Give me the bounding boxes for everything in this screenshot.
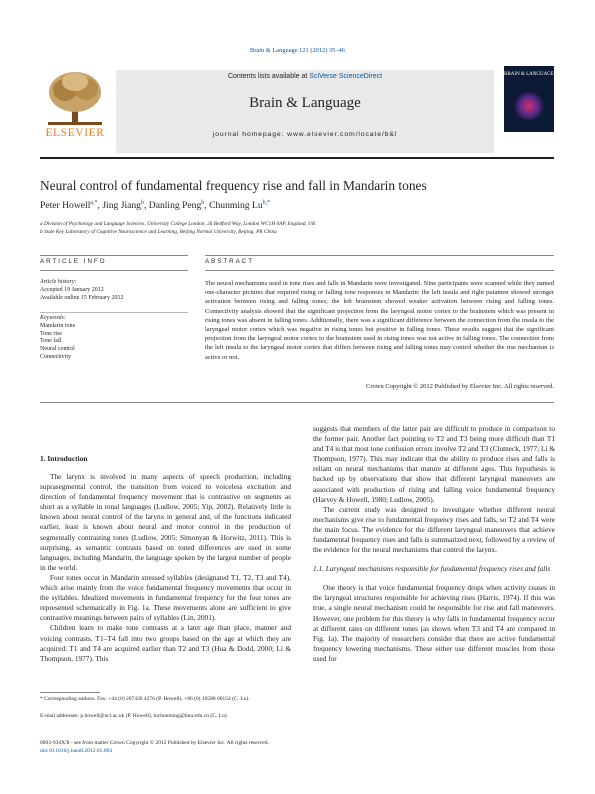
body-paragraph: One theory is that voice fundamental frequency drops when activity ceases in the laryngeal structures responsible for achieving rises (Harris, 1974). If this was true, a single neural mechanism could be responsible for rise and fall maneuvers. However, one problem for this theory is why falls in fundamental frequency occur at different rates on different tones (as shown when T3 and T4 are compared in Fig. 1a). The majority of researchers consider that there are active fundamental frequency lowering mechanisms. These either use different muscles from those used for (313, 583, 555, 663)
abstract-copyright: Crown Copyright © 2012 Published by Elsevier Inc. All rights reserved. (366, 383, 554, 390)
cover-title: BRAIN & LANGUAGE (504, 72, 554, 77)
journal-masthead (40, 70, 554, 153)
footnote-emails[interactable]: E-mail addresses: p.howell@ucl.ac.uk (P. Howell), luchunming@bnu.edu.cn (C. Lu). (40, 713, 228, 719)
subsection-heading: 1.1. Laryngeal mechanisms responsible for fundamental frequency rises and falls (313, 564, 551, 574)
article-info-heading: ARTICLE INFO (40, 258, 107, 265)
history-label: Article history: (40, 279, 77, 285)
author-name: Danling Peng (148, 200, 202, 212)
contents-prefix: Contents lists available at (227, 73, 310, 80)
abstract-text: The neural mechanisms used in tone rises and falls in Mandarin were investigated. Nine participants were scanned while they named one-character pictures that required rising or falling tone responses in Mandarin: the left insula and right putamen showed stronger activation between rising and falling tones; the left brainstem showed weaker activation between rising and falling tones. Connectivity analysis showed that the significant projection from the laryngeal motor cortex to the brainstem which was present in rising tones was absent in falling tones. Additionally, there was a significant difference between the connection from the insula to the laryngeal motor cortex which was negative in rising tones but positive in falling tones. These results suggest that the significant projection from the laryngeal motor cortex to the brainstem used in rising tones was not active in falling tones. The connection from the left insula to the laryngeal motor cortex that differs between rising and falling tones may control whether the rise mechanism is active or not. (205, 280, 554, 361)
article-info-rule-lower (40, 270, 188, 271)
body-paragraph: Children learn to make tone contrasts at a later age than place, manner and voicing contrasts. T1–T4 fall into two groups based on the age at which they are acquired: T1 and T4 are acquired earlier than T2 and T3 (Hua & Dodd, 2000; Li & Thompson, 1977). This (40, 623, 291, 663)
front-matter-line: 0093-934X/$ - see front matter Crown Copyright © 2012 Published by Elsevier Inc. All rights reserved. (40, 740, 269, 746)
keyword: Tone rise (40, 330, 63, 337)
body-paragraph: The current study was designed to investigate whether different neural mechanisms give rise to fundamental frequency rises and falls, so T2 and T4 were the main focus. The evidence for the different laryngeal maneuvers that achieve fundamental frequency rises and falls is summarized next, followed by a review of the evidence for the neural mechanisms that control the larynx. (313, 504, 555, 555)
author-affiliation-marker[interactable]: b (201, 200, 205, 206)
journal-reference[interactable]: Brain & Language 121 (2012) 35–46 (250, 47, 345, 54)
article-info-rule (40, 255, 188, 256)
keyword: Neural control (40, 346, 75, 353)
author-affiliation-marker[interactable]: b,* (262, 200, 271, 206)
keywords-divider (40, 312, 188, 313)
online-date: Available online 15 February 2012 (40, 294, 124, 301)
abstract-rule-lower (205, 270, 554, 271)
footnote-corresponding: * Corresponding authors. Fax: +44 (0) 207436 4276 (P. Howell), +86 (0) 10588 06154 (C. Lu). (40, 696, 250, 702)
author-name: Jing Jiang (102, 200, 141, 212)
author-name: Chunming Lu (209, 200, 263, 212)
keywords-block (40, 315, 188, 362)
keyword: Mandarin tone (40, 322, 76, 329)
author-affiliation-marker[interactable]: a,* (90, 200, 98, 206)
author-name: Peter Howell (40, 200, 91, 212)
keywords-label: Keywords: (40, 315, 66, 321)
journal-title: Brain & Language (249, 95, 361, 111)
author-list: Peter Howell$^{a,*}$, Jing Jiang$^b$, Danling Peng$^b$, Chunming $Lu^{b,*}$ (40, 200, 271, 212)
abstract-bottom-rule (40, 402, 554, 403)
journal-cover-thumbnail[interactable] (504, 66, 554, 132)
body-left-column (40, 472, 291, 664)
affiliation-b: b State Key Laboratory of Cognitive Neuroscience and Learning, Beijing Normal University, Beijing, PR China (40, 229, 277, 235)
journal-homepage[interactable]: journal homepage: www.elsevier.com/locate/b&l (212, 131, 398, 138)
masthead-band (116, 70, 494, 153)
author-affiliation-marker[interactable]: b (140, 200, 144, 206)
abstract-rule (205, 255, 554, 256)
sciencedirect-link[interactable]: SciVerse ScienceDirect (309, 73, 383, 80)
article-history (40, 279, 188, 302)
publisher-name: ELSEVIER (45, 127, 105, 139)
section-heading-introduction: 1. Introduction (40, 454, 88, 463)
cover-image (514, 92, 544, 120)
affiliation-a: a Division of Psychology and Language Sciences, University College London, 26 Bedford Way, London WC1H 0AP, England, UK (40, 221, 316, 227)
contents-line (116, 73, 494, 80)
body-paragraph: suggests that members of the latter pair are difficult to produce in comparison to the former pair. Another fact pointing to T2 and T3 being more difficult than T1 and T4 is that most tone confusion errors involve T2 and T3 (Clumeck, 1977; Li & Thompson, 1977). This may indicate that the ability to produce rises and falls is reliant on neural mechanisms that mature at different ages. This hypothesis is backed up by observations that show that different laryngeal maneuvers are associated with production of rising and falling voice fundamental frequency (Harvey & Howell, 1980; Ludlow, 2005). (313, 424, 555, 504)
article-title: Neural control of fundamental frequency rise and fall in Mandarin tones (40, 178, 427, 193)
body-paragraph: The larynx is involved in many aspects of speech production, including suprasegmental control, the transition from voiced to voiceless excitation and direction of fundamental frequency movement that is contrastive on segments as short as a syllable in tonal languages (Ludlow, 2005; Yip, 2002). Relatively little is known about neural control of the larynx in general and, of the functions indicated earlier, least is known about neural and motor control in the production of segmentally contrasting tones (Ludlow, 2005; Simonyan & Horwitz, 2011). This is surprising, as semantic contrasts based on toned differences are used in some languages, including Mandarin, the language spoken by the largest number of people in the world. (40, 472, 291, 572)
keyword: Connectivity (40, 353, 71, 360)
header-divider (40, 157, 554, 159)
footnote-rule (40, 692, 100, 693)
doi-link[interactable]: doi:10.1016/j.bandl.2012.01.004 (40, 748, 112, 754)
body-right-column (313, 424, 555, 664)
keyword: Tone fall (40, 338, 62, 345)
body-paragraph: Four tones occur in Mandarin stressed syllables (designated T1, T2, T3 and T4), which arise mainly from the voice fundamental frequency movements that occur in the syllables. Idealized movements in fundamental frequency for the four tones are represented schematically in Fig. 1a. These movements alone are sufficient to give contrastive meanings between pairs of syllables (Lin, 2001). (40, 572, 291, 623)
accepted-date: Accepted 19 January 2012 (40, 286, 104, 293)
abstract-heading: ABSTRACT (205, 258, 255, 265)
